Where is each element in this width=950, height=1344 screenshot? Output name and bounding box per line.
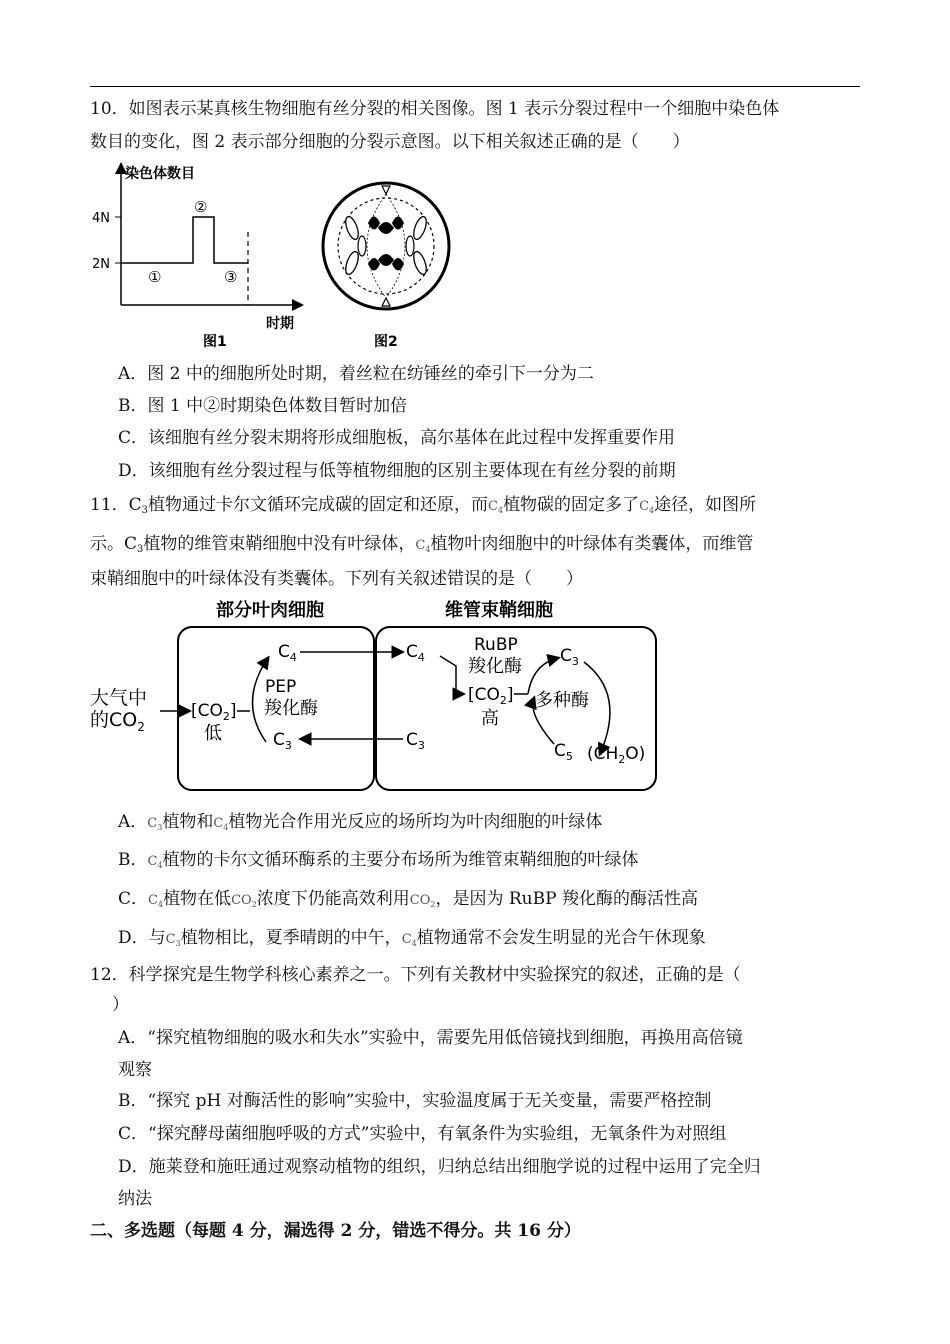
q11-stem-line3: 束鞘细胞中的叶绿体没有类囊体。下列有关叙述错误的是（ ） xyxy=(90,569,583,589)
c5-label: $C_5$ xyxy=(554,741,573,763)
atmosphere-co2-line2: 的$CO_2$ xyxy=(90,709,145,734)
fig1-xlabel: 时期 xyxy=(266,316,294,332)
c3-mesophyll: $C_3$ xyxy=(273,730,292,752)
c4-bundle: $C_4$ xyxy=(406,642,425,664)
c4-mesophyll: $C_4$ xyxy=(278,642,297,664)
q12-stem-line1: 12．科学探究是生物学科核心素养之一。下列有关教材中实验探究的叙述，正确的是（ xyxy=(90,965,741,985)
pep-carboxylase-label: 羧化酶 xyxy=(264,698,318,719)
atmosphere-co2-line1: 大气中 xyxy=(90,687,148,709)
co2-high-label: $[CO_2]$ xyxy=(468,685,514,707)
rubp-carboxylase-label: 羧化酶 xyxy=(468,656,522,677)
low-label: 低 xyxy=(204,723,222,744)
fig1-mark-1: ① xyxy=(148,268,162,286)
ch2o-label: $(CH_2O)$ xyxy=(587,744,646,766)
q11-option-a[interactable]: A．$C_3$植物和$C_4$植物光合作用光反应的场所均为叶肉细胞的叶绿体 xyxy=(118,812,603,832)
q12-option-d-line1[interactable]: D．施莱登和施旺通过观察动植物的组织，归纳总结出细胞学说的过程中运用了完全归 xyxy=(118,1157,761,1177)
fig1-ylabel: 染色体数目 xyxy=(125,166,195,182)
c3-bundle-right: $C_3$ xyxy=(560,646,579,668)
q12-option-d-line2: 纳法 xyxy=(118,1189,152,1209)
q12-option-b[interactable]: B．“探究 pH 对酶活性的影响”实验中，实验温度属于无关变量，需要严格控制 xyxy=(118,1091,712,1111)
fig1-tick-2n: 2N xyxy=(92,257,110,272)
enzymes-label: 多种酶 xyxy=(535,690,589,711)
rubp-label: RuBP xyxy=(474,635,518,655)
fig1-caption: 图1 xyxy=(203,334,227,350)
fig1-chromosome-line xyxy=(121,217,248,263)
q11-option-d[interactable]: D．与$C_3$植物相比，夏季晴朗的中午，$C_4$植物通常不会发生明显的光合午休现象 xyxy=(118,928,706,948)
q10-option-a[interactable]: A．图 2 中的细胞所处时期，着丝粒在纺锤丝的牵引下一分为二 xyxy=(118,364,594,384)
q11-c4-diagram xyxy=(88,594,668,794)
q10-stem-line2: 数目的变化，图 2 表示部分细胞的分裂示意图。以下相关叙述正确的是（ ） xyxy=(90,132,690,152)
q10-stem-line1: 10．如图表示某真核生物细胞有丝分裂的相关图像。图 1 表示分裂过程中一个细胞中染色体 xyxy=(90,99,780,119)
q11-option-c[interactable]: C．$C_4$植物在低$CO_2$浓度下仍能高效利用$CO_2$，是因为 RuBP 羧化酶的酶活性高 xyxy=(118,889,698,909)
c3-bundle-left: $C_3$ xyxy=(406,730,425,752)
q10-option-b[interactable]: B．图 1 中②时期染色体数目暂时加倍 xyxy=(118,396,408,416)
fig2-caption: 图2 xyxy=(374,334,398,350)
q11-stem-line1: 11．$C_3$植物通过卡尔文循环完成碳的固定和还原，而$C_4$植物碳的固定多了$C_4$途径，如图所 xyxy=(90,495,757,516)
q10-option-c[interactable]: C．该细胞有丝分裂末期将形成细胞板，高尔基体在此过程中发挥重要作用 xyxy=(118,428,676,448)
q12-option-c[interactable]: C．“探究酵母菌细胞呼吸的方式”实验中，有氧条件为实验组，无氧条件为对照组 xyxy=(118,1124,727,1144)
diagram-title-right: 维管束鞘细胞 xyxy=(445,600,553,621)
q12-option-a-line1[interactable]: A．“探究植物细胞的吸水和失水”实验中，需要先用低倍镜找到细胞，再换用高倍镜 xyxy=(118,1028,743,1048)
q11-stem-line2: 示。$C_3$植物的维管束鞘细胞中没有叶绿体，$C_4$植物叶肉细胞中的叶绿体有类囊体，而维管 xyxy=(90,534,754,555)
fig1-mark-2: ② xyxy=(194,198,208,216)
co2-low-label: $[CO_2]$ xyxy=(191,701,237,723)
fig1-tick-4n: 4N xyxy=(92,211,110,226)
q11-option-b[interactable]: B．$C_4$植物的卡尔文循环酶系的主要分布场所为维管束鞘细胞的叶绿体 xyxy=(118,850,639,870)
q12-option-a-line2: 观察 xyxy=(118,1060,152,1080)
high-label: 高 xyxy=(481,708,499,729)
q12-stem-line2: ） xyxy=(112,995,129,1015)
fig1-mark-3: ③ xyxy=(224,268,238,286)
diagram-title-left: 部分叶肉细胞 xyxy=(216,600,324,621)
q10-figure-1 xyxy=(88,160,318,355)
q10-figure-2 xyxy=(318,178,458,355)
pep-label: PEP xyxy=(265,677,297,697)
section-2-heading: 二、多选题（每题 4 分，漏选得 2 分，错选不得分。共 16 分） xyxy=(90,1221,581,1241)
top-rule xyxy=(90,86,860,87)
q10-option-d[interactable]: D．该细胞有丝分裂过程与低等植物细胞的区别主要体现在有丝分裂的前期 xyxy=(118,461,676,481)
